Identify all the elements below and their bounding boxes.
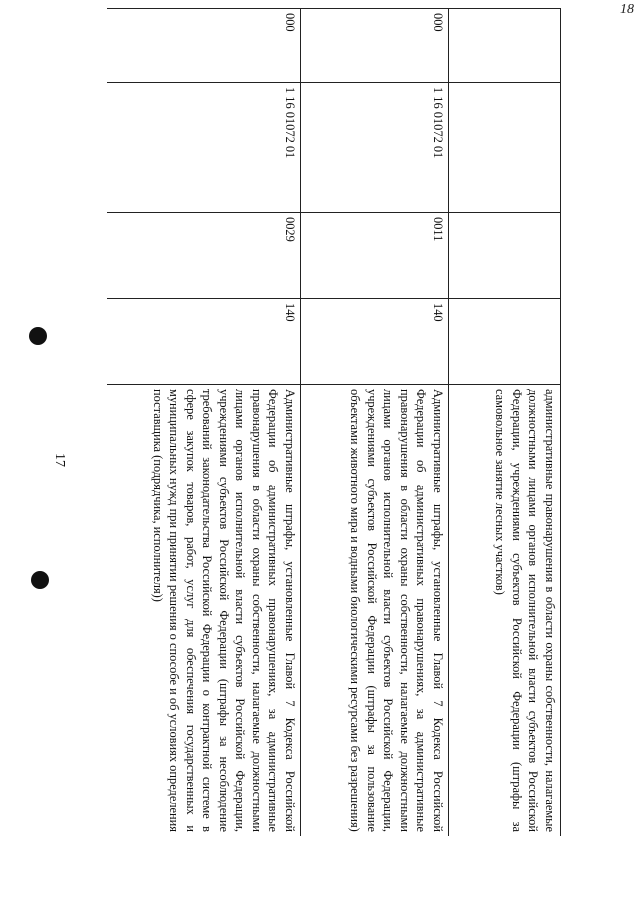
description-cell: Административные штрафы, установленные Главой 7 Кодекса Российской Федерации об административных правонарушениях, за административные правонарушения в области охраны собственности, налагаемые должностными лицами органов исполнительной власти субъектов Российской Федерации, учреждениями субъектов Российской Федерации (штрафы за пользование объектами животного мира и водными биологическими ресурсами без разрешения) [301, 385, 449, 837]
handwritten-page-mark: 18 [620, 2, 634, 17]
group-cell: 140 [301, 299, 449, 385]
rotated-table-frame [107, 8, 561, 836]
description-cell: Административные штрафы, установленные Главой 7 Кодекса Российской Федерации об административных правонарушениях, за административные правонарушения в области охраны собственности, налагаемые должностными лицами органов исполнительной власти субъектов Российской Федерации, учреждениями субъектов Российской Федерации (штрафы за несоблюдение требований законодательства Российской Федерации о контрактной системе в сфере закупок товаров, работ, услуг для обеспечения государственных и муниципальных нужд при принятии решения о способе и об условиях определения поставщика (подрядчика, исполнителя)) [107, 385, 301, 837]
description-cell: административные правонарушения в области охраны собственности, налагаемые должностными лицами органов исполнительной власти субъектов Российской Федерации, учреждениями субъектов Российской Федерации (штрафы за самовольное занятие лесных участков) [449, 385, 561, 837]
punch-hole [31, 571, 49, 589]
kbk-cell [449, 83, 561, 213]
table-container [107, 8, 561, 836]
group-cell [449, 299, 561, 385]
subcode-cell [449, 213, 561, 299]
admin-code-cell: 000 [107, 9, 301, 83]
table-row [301, 9, 449, 837]
kbk-cell: 1 16 01072 01 [301, 83, 449, 213]
admin-code-cell [449, 9, 561, 83]
admin-code-cell: 000 [301, 9, 449, 83]
page-number: 17 [52, 453, 67, 467]
table-row [449, 9, 561, 837]
subcode-cell: 0011 [301, 213, 449, 299]
kbk-cell: 1 16 01072 01 [107, 83, 301, 213]
subcode-cell: 0029 [107, 213, 301, 299]
group-cell: 140 [107, 299, 301, 385]
budget-classification-table [107, 8, 561, 836]
table-row [107, 9, 301, 837]
punch-hole [29, 327, 47, 345]
